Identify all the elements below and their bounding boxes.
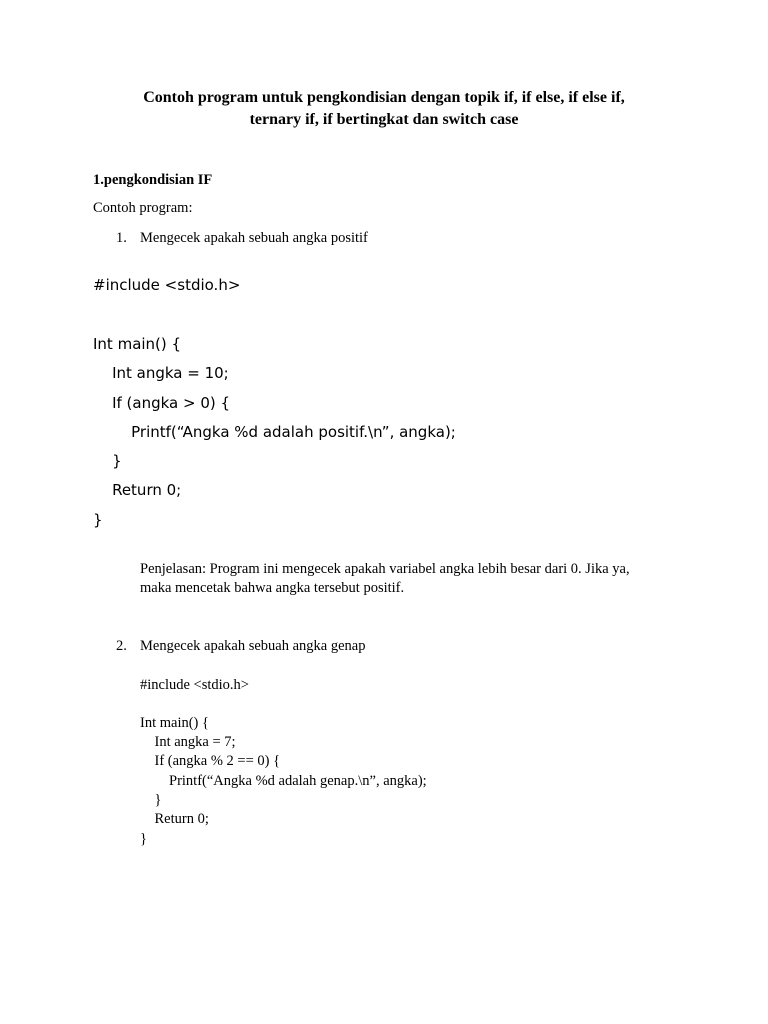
- code-line: Printf(“Angka %d adalah genap.\n”, angka);: [140, 773, 427, 789]
- code-line: If (angka > 0) {: [93, 394, 231, 412]
- code-line: Return 0;: [93, 481, 182, 499]
- list-item-2-text: Mengecek apakah sebuah angka genap: [140, 638, 366, 654]
- code-line: }: [140, 792, 162, 808]
- document-title-line-1: Contoh program untuk pengkondisian dengan topik if, if else, if else if,: [143, 89, 625, 106]
- explanation-line-2: maka mencetak bahwa angka tersebut positif.: [140, 580, 405, 596]
- code-line: Int main() {: [93, 335, 182, 353]
- code-line: }: [93, 511, 103, 529]
- list-number-2: 2.: [116, 638, 127, 654]
- code-line: }: [140, 831, 147, 847]
- code-line: #include <stdio.h>: [93, 276, 241, 294]
- code-line: #include <stdio.h>: [140, 677, 249, 693]
- code-line: If (angka % 2 == 0) {: [140, 753, 281, 769]
- code-line: Int main() {: [140, 715, 209, 731]
- list-number-1: 1.: [116, 230, 127, 246]
- document-title-line-2: ternary if, if bertingkat dan switch case: [249, 111, 519, 128]
- code-line: Int angka = 7;: [140, 734, 236, 750]
- code-line: Int angka = 10;: [93, 364, 229, 382]
- section-heading: 1.pengkondisian IF: [93, 172, 213, 188]
- code-line: Printf(“Angka %d adalah positif.\n”, angka);: [93, 423, 456, 441]
- explanation-line-1: Penjelasan: Program ini mengecek apakah variabel angka lebih besar dari 0. Jika ya,: [140, 561, 630, 577]
- section-intro: Contoh program:: [93, 200, 193, 216]
- list-item-1-text: Mengecek apakah sebuah angka positif: [140, 230, 368, 246]
- code-line: }: [93, 452, 122, 470]
- code-line: Return 0;: [140, 811, 209, 827]
